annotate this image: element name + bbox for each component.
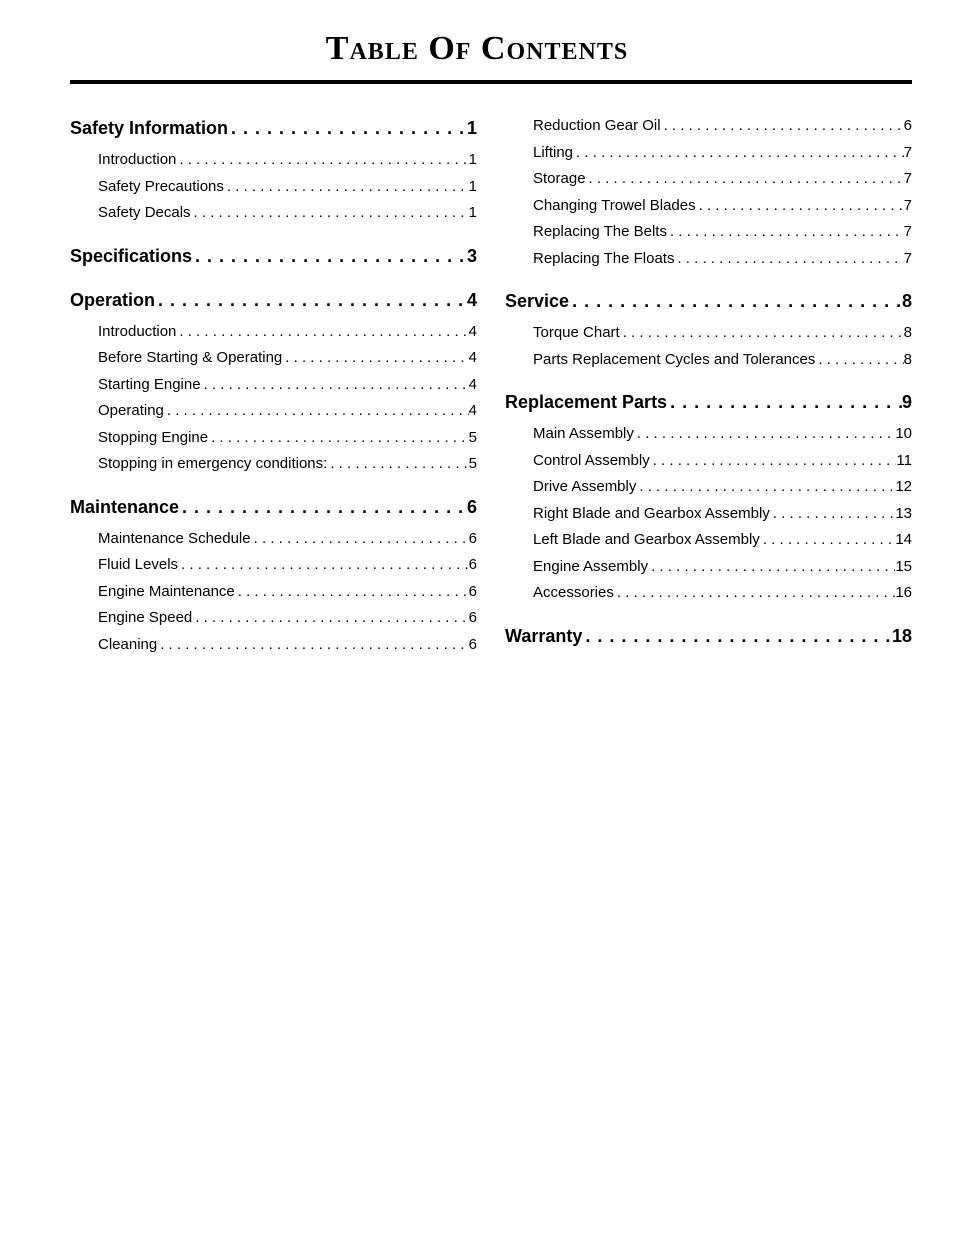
page-number: 3	[466, 245, 477, 266]
dot-leader	[674, 246, 903, 273]
section-heading-label: Operation	[70, 289, 156, 310]
dot-leader	[327, 451, 468, 478]
page-number: 6	[468, 609, 477, 626]
page-number: 11	[896, 451, 912, 469]
toc-item-label: Drive Assembly	[533, 478, 637, 495]
toc-item-engine-assembly[interactable]	[505, 554, 912, 581]
toc-item-engine-speed[interactable]	[70, 605, 477, 632]
toc-item-label: Safety Precautions	[98, 177, 224, 195]
toc-item-label: Replacing The Belts	[533, 223, 667, 240]
page-number: 8	[901, 291, 912, 311]
section-heading-label: Maintenance	[70, 496, 180, 517]
page-number: 14	[895, 531, 912, 548]
dot-leader	[648, 554, 895, 581]
toc-item-label: Storage	[533, 170, 586, 187]
toc-item-right-blade-and-gearbox-assembly[interactable]	[505, 501, 912, 528]
toc-item-label: Lifting	[533, 143, 574, 161]
dot-leader	[157, 632, 468, 659]
page-number: 6	[468, 582, 477, 600]
page-number: 7	[903, 143, 912, 161]
toc-item-before-starting-operating[interactable]	[70, 345, 477, 372]
toc-item-label: Safety Decals	[98, 204, 191, 221]
toc-item-introduction[interactable]	[70, 319, 477, 346]
page-number: 7	[903, 249, 912, 267]
page-number: 6	[466, 496, 477, 517]
dot-leader	[176, 319, 468, 346]
toc-item-lifting[interactable]	[505, 140, 912, 167]
toc-item-main-assembly[interactable]	[505, 421, 912, 448]
toc-item-storage[interactable]	[505, 166, 912, 193]
toc-item-label: Cleaning	[98, 635, 158, 653]
dot-leader	[192, 605, 468, 632]
toc-item-cleaning[interactable]	[70, 632, 477, 659]
toc-item-label: Before Starting & Operating	[98, 349, 283, 366]
toc-section-service	[505, 286, 912, 373]
toc-item-list	[505, 320, 912, 373]
toc-item-reduction-gear-oil[interactable]	[505, 113, 912, 140]
toc-item-drive-assembly[interactable]	[505, 474, 912, 501]
dot-leader	[667, 387, 902, 417]
dot-leader	[614, 580, 895, 607]
dot-leader	[586, 166, 904, 193]
toc-item-label: Maintenance Schedule	[98, 529, 251, 547]
page-title: Table Of Contents	[325, 30, 629, 67]
dot-leader	[770, 501, 896, 528]
toc-item-label: Right Blade and Gearbox Assembly	[533, 504, 770, 522]
dot-leader	[192, 241, 467, 271]
toc-item-operating[interactable]	[70, 398, 477, 425]
dot-leader	[815, 347, 903, 374]
dot-leader	[569, 286, 902, 316]
toc-heading-service[interactable]	[505, 286, 912, 316]
page-number: 7	[903, 196, 912, 214]
toc-item-label: Engine Speed	[98, 609, 193, 626]
toc-heading-replacement-parts[interactable]	[505, 387, 912, 417]
toc-item-label: Accessories	[533, 584, 614, 601]
toc-heading-specifications[interactable]	[70, 241, 477, 271]
dot-leader	[155, 285, 467, 315]
toc-item-accessories[interactable]	[505, 580, 912, 607]
toc-item-stopping-engine[interactable]	[70, 425, 477, 452]
toc-item-list	[505, 113, 912, 272]
dot-leader	[235, 579, 469, 606]
toc-item-label: Fluid Levels	[98, 556, 179, 573]
page-number: 7	[903, 170, 912, 187]
dot-leader	[760, 527, 896, 554]
page-number: 10	[895, 425, 912, 442]
toc-item-label: Replacing The Floats	[533, 249, 675, 267]
page-number: 9	[901, 392, 912, 412]
toc-heading-safety-information[interactable]	[70, 113, 477, 143]
section-heading-label: Specifications	[70, 245, 193, 266]
dot-leader	[179, 492, 467, 522]
toc-item-introduction[interactable]	[70, 147, 477, 174]
toc-section-continued	[505, 113, 912, 272]
toc-item-stopping-in-emergency-conditions[interactable]	[70, 451, 477, 478]
page-number: 6	[468, 529, 477, 547]
dot-leader	[282, 345, 468, 372]
toc-item-label: Control Assembly	[533, 451, 650, 469]
toc-item-list	[70, 319, 477, 478]
toc-item-starting-engine[interactable]	[70, 372, 477, 399]
section-heading-label: Safety Information	[70, 118, 229, 138]
dot-leader	[573, 140, 904, 167]
toc-item-torque-chart[interactable]	[505, 320, 912, 347]
toc-item-label: Reduction Gear Oil	[533, 117, 661, 134]
section-heading-label: Warranty	[505, 625, 583, 646]
page-number: 1	[466, 118, 477, 138]
toc-item-label: Torque Chart	[533, 324, 620, 341]
dot-leader	[696, 193, 904, 220]
toc-section-maintenance	[70, 492, 477, 659]
toc-item-label: Engine Assembly	[533, 557, 649, 575]
dot-leader	[176, 147, 468, 174]
toc-item-list	[505, 421, 912, 607]
toc-section-safety-information	[70, 113, 477, 227]
page-number: 7	[903, 223, 912, 240]
toc-item-label: Stopping in emergency conditions:	[98, 455, 328, 472]
dot-leader	[191, 200, 469, 227]
dot-leader	[224, 174, 469, 201]
title-rule	[70, 80, 912, 84]
page-number: 5	[468, 455, 477, 472]
dot-leader	[661, 113, 904, 140]
page-number: 18	[891, 625, 912, 646]
toc-item-safety-precautions[interactable]	[70, 174, 477, 201]
page-number: 1	[468, 151, 477, 168]
toc-heading-warranty[interactable]	[505, 621, 912, 651]
toc-item-maintenance-schedule[interactable]	[70, 526, 477, 553]
dot-leader	[208, 425, 469, 452]
page-number: 4	[466, 289, 477, 310]
dot-leader	[201, 372, 469, 399]
dot-leader	[178, 552, 469, 579]
toc-item-left-blade-and-gearbox-assembly[interactable]	[505, 527, 912, 554]
toc-item-label: Introduction	[98, 151, 177, 168]
page-number: 4	[468, 322, 477, 340]
page-number: 5	[468, 428, 477, 446]
toc-right-column	[505, 113, 912, 665]
toc-item-label: Introduction	[98, 322, 177, 340]
page-number: 13	[895, 504, 912, 522]
page-number: 6	[468, 556, 477, 573]
page-number: 12	[895, 478, 912, 495]
toc-item-list	[70, 147, 477, 227]
toc-item-engine-maintenance[interactable]	[70, 579, 477, 606]
page-number: 1	[468, 177, 477, 195]
dot-leader	[228, 113, 467, 143]
toc-section-specifications	[70, 241, 477, 271]
dot-leader	[251, 526, 469, 553]
toc-item-changing-trowel-blades[interactable]	[505, 193, 912, 220]
dot-leader	[634, 421, 895, 448]
page-number: 1	[468, 204, 477, 221]
toc-item-label: Stopping Engine	[98, 428, 209, 446]
toc-item-list	[70, 526, 477, 659]
page-number: 4	[468, 349, 477, 366]
toc-item-label: Parts Replacement Cycles and Tolerances	[533, 350, 816, 368]
page-number: 8	[903, 350, 912, 368]
toc-section-warranty	[505, 621, 912, 651]
toc-item-replacing-the-belts[interactable]	[505, 219, 912, 246]
toc-item-label: Engine Maintenance	[98, 582, 235, 600]
dot-leader	[636, 474, 895, 501]
toc-item-label: Main Assembly	[533, 425, 634, 442]
page-number: 6	[903, 117, 912, 134]
page-number: 6	[468, 635, 477, 653]
section-heading-label: Service	[505, 291, 570, 311]
toc-section-replacement-parts	[505, 387, 912, 607]
toc-left-column	[70, 113, 477, 672]
toc-item-label: Changing Trowel Blades	[533, 196, 696, 214]
page-number: 8	[903, 324, 912, 341]
toc-item-label: Starting Engine	[98, 375, 201, 393]
section-heading-label: Replacement Parts	[505, 392, 668, 412]
dot-leader	[620, 320, 904, 347]
dot-leader	[667, 219, 904, 246]
toc-item-replacing-the-floats[interactable]	[505, 246, 912, 273]
page-number: 4	[468, 402, 477, 419]
dot-leader	[582, 621, 892, 651]
toc-item-parts-replacement-cycles-and-tolerances[interactable]	[505, 347, 912, 374]
toc-heading-maintenance[interactable]	[70, 492, 477, 522]
page-number: 16	[895, 584, 912, 601]
toc-item-label: Operating	[98, 402, 164, 419]
page-number: 4	[468, 375, 477, 393]
toc-item-safety-decals[interactable]	[70, 200, 477, 227]
toc-item-control-assembly[interactable]	[505, 448, 912, 475]
toc-item-label: Left Blade and Gearbox Assembly	[533, 531, 760, 548]
toc-item-fluid-levels[interactable]	[70, 552, 477, 579]
toc-section-operation	[70, 285, 477, 478]
dot-leader	[164, 398, 469, 425]
toc-heading-operation[interactable]	[70, 285, 477, 315]
page-number: 15	[895, 557, 912, 575]
dot-leader	[650, 448, 897, 475]
